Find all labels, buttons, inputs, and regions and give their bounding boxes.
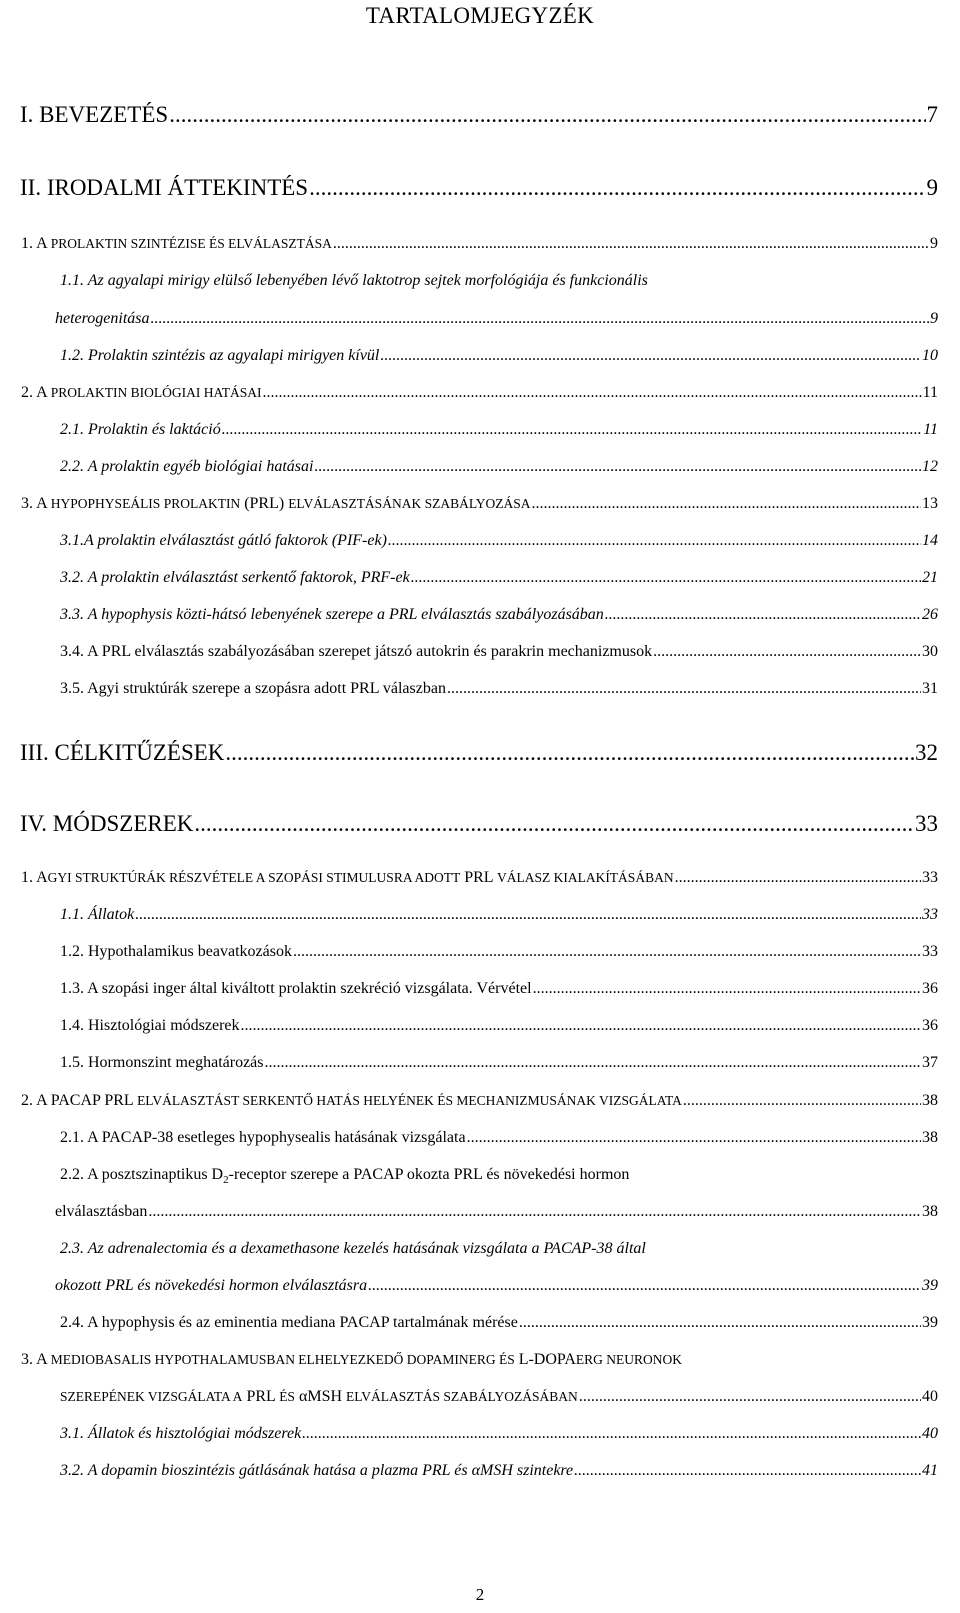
leader-dots: [309, 175, 925, 201]
toc-entry-page: 13: [922, 495, 938, 512]
toc-entry-title: 1.3. A szopási inger által kiváltott prolaktin szekréció vizsgálata. Vérvétel: [60, 980, 532, 997]
toc-entry-title: 1.4. Hisztológiai módszerek: [60, 1017, 240, 1034]
toc-entry-page: 14: [922, 532, 938, 549]
page-number: 2: [475, 1585, 485, 1604]
toc-entry-title: 2.2. A prolaktin egyéb biológiai hatásai: [60, 458, 314, 475]
toc-entry[interactable]: [60, 1425, 938, 1443]
leader-dots: [605, 606, 921, 624]
toc-entry-title: 1.1. Állatok: [60, 906, 135, 923]
leader-dots: [380, 347, 921, 365]
toc-entry-page: 36: [922, 980, 938, 997]
leader-dots: [135, 906, 921, 924]
toc-entry-page: 30: [922, 643, 938, 660]
toc-entry-title-line2: elválasztásban: [55, 1203, 148, 1220]
leader-dots: [388, 532, 921, 550]
toc-entry[interactable]: [60, 606, 938, 624]
leader-dots: [653, 643, 921, 661]
toc-entry[interactable]: [21, 1092, 938, 1110]
leader-dots: [293, 943, 921, 961]
leader-dots: [579, 1388, 921, 1406]
toc-entry[interactable]: [60, 1462, 938, 1480]
toc-entry-page: 36: [922, 1017, 938, 1034]
leader-dots: [519, 1314, 921, 1332]
toc-entry-page: 40: [922, 1388, 938, 1405]
toc-entry-page: 31: [922, 680, 938, 697]
toc-entry-title: 1. AGYI STRUKTÚRÁK RÉSZVÉTELE A SZOPÁSI STIMULUSRA ADOTT PRL VÁLASZ KIALAKÍTÁSÁBAN: [21, 869, 674, 886]
toc-entry-title: 1.2. Hypothalamikus beavatkozások: [60, 943, 292, 960]
toc-entry-title: 2. A PROLAKTIN BIOLÓGIAI HATÁSAI: [21, 384, 262, 401]
toc-entry-page: 12: [922, 458, 938, 475]
leader-dots: [263, 384, 922, 402]
toc-entry-title-line2: SZEREPÉNEK VIZSGÁLATA A PRL ÉS αMSH ELVÁLASZTÁS SZABÁLYOZÁSÁBAN: [60, 1388, 578, 1405]
toc-entry[interactable]: [60, 458, 938, 476]
toc-entry-title-line1[interactable]: 2.3. Az adrenalectomia és a dexamethasone kezelés hatásának vizsgálata a PACAP-38 által: [60, 1240, 646, 1257]
toc-entry-title-line1[interactable]: 2.2. A posztszinaptikus $D_2$-receptor szerepe a PACAP okozta PRL és növekedési hormon: [60, 1166, 630, 1187]
toc-entry-title: 1.5. Hormonszint meghatározás: [60, 1054, 264, 1071]
leader-dots: [241, 1017, 921, 1035]
toc-entry[interactable]: [60, 906, 938, 924]
leader-dots: [194, 811, 914, 837]
leader-dots: [531, 495, 921, 513]
leader-dots: [151, 310, 930, 328]
toc-entry-title: 3.2. A dopamin bioszintézis gátlásának hatása a plazma PRL és αMSH szintekre: [60, 1462, 574, 1479]
toc-entry[interactable]: [55, 1277, 938, 1295]
toc-entry-page: 37: [922, 1054, 938, 1071]
toc-entry[interactable]: [60, 1054, 938, 1072]
toc-entry-title: II. IRODALMI ÁTTEKINTÉS: [20, 175, 309, 200]
toc-entry-page: 32: [915, 740, 938, 765]
toc-entry-page: 33: [915, 811, 938, 836]
toc-entry[interactable]: [60, 569, 938, 587]
toc-entry[interactable]: [60, 421, 938, 439]
toc-entry[interactable]: [21, 495, 938, 513]
toc-entry-title: 2.4. A hypophysis és az eminentia mediana PACAP tartalmának mérése: [60, 1314, 518, 1331]
toc-entry-title: 1. A PROLAKTIN SZINTÉZISE ÉS ELVÁLASZTÁSA: [21, 235, 332, 252]
toc-entry[interactable]: [21, 869, 938, 887]
toc-entry-title-line1[interactable]: 1.1. Az agyalapi mirigy elülső lebenyében lévő laktotrop sejtek morfológiája és funkcionális: [60, 272, 648, 289]
toc-entry[interactable]: [60, 680, 938, 698]
leader-dots: [467, 1129, 921, 1147]
toc-entry-page: 9: [926, 175, 938, 200]
toc-entry-title: 3.1.A prolaktin elválasztást gátló faktorok (PIF-ek): [60, 532, 387, 549]
leader-dots: [314, 458, 921, 476]
toc-entry-title: 2. A PACAP PRL ELVÁLASZTÁST SERKENTŐ HATÁS HELYÉNEK ÉS MECHANIZMUSÁNAK VIZSGÁLATA: [21, 1092, 682, 1109]
toc-entry-title: 2.1. A PACAP-38 esetleges hypophysealis hatásának vizsgálata: [60, 1129, 466, 1146]
toc-entry[interactable]: [60, 980, 938, 998]
toc-entry[interactable]: [20, 175, 938, 201]
toc-entry[interactable]: [20, 102, 938, 128]
toc-entry-title: III. CÉLKITŰZÉSEK: [20, 740, 225, 765]
leader-dots: [148, 1203, 921, 1221]
toc-entry[interactable]: [60, 1017, 938, 1035]
toc-entry-page: 33: [922, 869, 938, 886]
toc-entry[interactable]: [20, 740, 938, 766]
leader-dots: [533, 980, 921, 998]
leader-dots: [447, 680, 921, 698]
leader-dots: [302, 1425, 921, 1443]
toc-entry-page: 21: [922, 569, 938, 586]
toc-entry-page: 7: [926, 102, 938, 127]
toc-entry-page: 9: [930, 235, 938, 252]
toc-entry[interactable]: [21, 384, 938, 402]
toc-entry-title: IV. MÓDSZEREK: [20, 811, 194, 836]
leader-dots: [574, 1462, 921, 1480]
toc-entry-title: 3.4. A PRL elválasztás szabályozásában szerepet játszó autokrin és parakrin mechanizmusok: [60, 643, 653, 660]
toc-entry-page: 11: [923, 421, 938, 438]
toc-entry-page: 39: [922, 1277, 938, 1294]
toc-entry-page: 38: [922, 1092, 938, 1109]
toc-entry-page: 40: [922, 1425, 938, 1442]
toc-entry[interactable]: [60, 1129, 938, 1147]
toc-entry-title: 3.1. Állatok és hisztológiai módszerek: [60, 1425, 302, 1442]
toc-entry-title: 3.3. A hypophysis közti-hátsó lebenyének szerepe a PRL elválasztás szabályozásában: [60, 606, 604, 623]
toc-entry-title: I. BEVEZETÉS: [20, 102, 169, 127]
toc-entry-page: 38: [922, 1129, 938, 1146]
toc-entry[interactable]: [55, 310, 938, 328]
toc-entry[interactable]: [60, 643, 938, 661]
leader-dots: [411, 569, 921, 587]
toc-entry-title-line2: okozott PRL és növekedési hormon elválasztásra: [55, 1277, 368, 1294]
toc-entry-page: 41: [922, 1462, 938, 1479]
toc-entry[interactable]: [20, 811, 938, 837]
toc-entry-title: 3.2. A prolaktin elválasztást serkentő faktorok, PRF-ek: [60, 569, 410, 586]
toc-entry-page: 33: [922, 943, 938, 960]
toc-entry-page: 33: [922, 906, 938, 923]
leader-dots: [222, 421, 922, 439]
toc-entry-page: 11: [922, 384, 938, 401]
toc-entry[interactable]: [60, 532, 938, 550]
toc-entry[interactable]: [55, 1203, 938, 1221]
leader-dots: [368, 1277, 921, 1295]
toc-entry-title: 3.5. Agyi struktúrák szerepe a szopásra adott PRL válaszban: [60, 680, 446, 697]
toc-entry[interactable]: [21, 235, 938, 253]
toc-entry-page: 39: [922, 1314, 938, 1331]
leader-dots: [683, 1092, 921, 1110]
leader-dots: [225, 740, 914, 766]
toc-entry[interactable]: [60, 943, 938, 961]
page-title: TARTALOMJEGYZÉK: [365, 3, 595, 28]
toc-entry-page: 26: [922, 606, 938, 623]
leader-dots: [169, 102, 925, 128]
toc-entry[interactable]: [60, 1314, 938, 1332]
toc-entry-title: 3. A HYPOPHYSEÁLIS PROLAKTIN (PRL) ELVÁLASZTÁSÁNAK SZABÁLYOZÁSA: [21, 495, 531, 512]
toc-entry-page: 10: [922, 347, 938, 364]
toc-entry-title-line1[interactable]: 3. A MEDIOBASALIS HYPOTHALAMUSBAN ELHELYEZKEDŐ DOPAMINERG ÉS L-DOPAERG NEURONOK: [21, 1351, 683, 1368]
toc-entry-title-line2: heterogenitása: [55, 310, 150, 327]
leader-dots: [333, 235, 929, 253]
toc-entry[interactable]: [60, 347, 938, 365]
toc-entry-page: 9: [930, 310, 938, 327]
toc-entry-title: 1.2. Prolaktin szintézis az agyalapi mirigyen kívül: [60, 347, 380, 364]
leader-dots: [675, 869, 921, 887]
toc-entry-title: 2.1. Prolaktin és laktáció: [60, 421, 221, 438]
toc-entry-page: 38: [922, 1203, 938, 1220]
leader-dots: [265, 1054, 922, 1072]
toc-entry[interactable]: [60, 1388, 938, 1406]
